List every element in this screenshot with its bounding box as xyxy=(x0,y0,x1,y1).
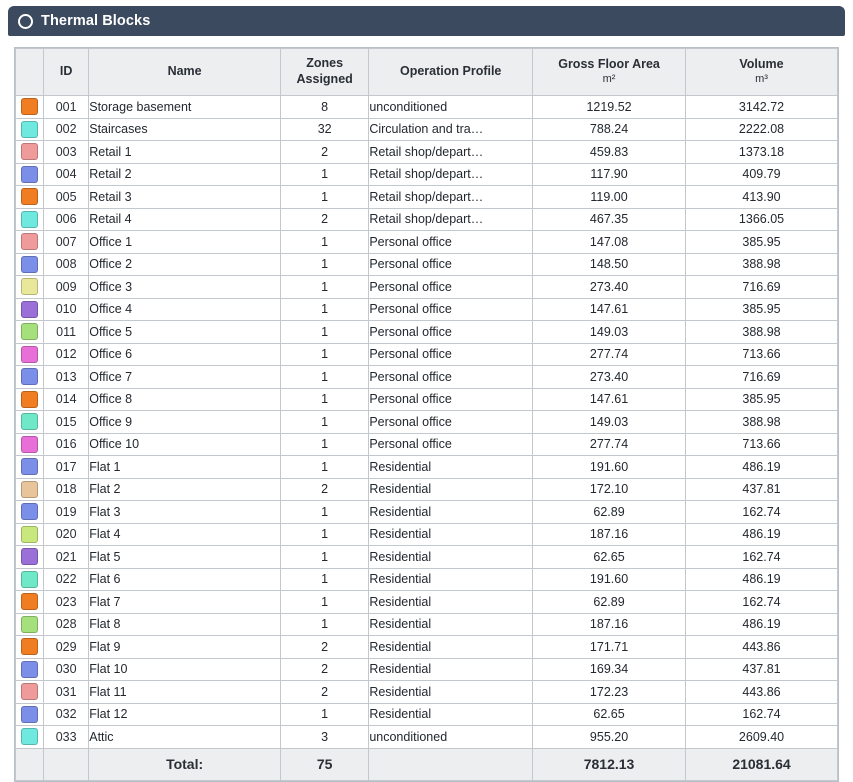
table-row[interactable] xyxy=(16,456,838,479)
row-color-cell[interactable] xyxy=(16,163,44,186)
row-zones: 1 xyxy=(280,298,368,321)
row-gross-floor-area: 149.03 xyxy=(533,411,686,434)
color-swatch-icon[interactable] xyxy=(21,188,38,205)
row-gross-floor-area: 273.40 xyxy=(533,276,686,299)
color-swatch-icon[interactable] xyxy=(21,301,38,318)
row-name: Staircases xyxy=(89,118,281,141)
row-zones: 1 xyxy=(280,703,368,726)
row-id: 010 xyxy=(44,298,89,321)
row-name: Office 2 xyxy=(89,253,281,276)
row-color-cell[interactable] xyxy=(16,298,44,321)
total-row xyxy=(16,748,838,780)
row-gross-floor-area: 459.83 xyxy=(533,141,686,164)
row-volume: 443.86 xyxy=(686,681,838,704)
row-color-cell[interactable] xyxy=(16,568,44,591)
row-gross-floor-area: 191.60 xyxy=(533,456,686,479)
row-gross-floor-area: 273.40 xyxy=(533,366,686,389)
row-id: 009 xyxy=(44,276,89,299)
color-swatch-icon[interactable] xyxy=(21,571,38,588)
row-id: 028 xyxy=(44,613,89,636)
color-swatch-icon[interactable] xyxy=(21,211,38,228)
row-name: Office 5 xyxy=(89,321,281,344)
row-name: Flat 5 xyxy=(89,546,281,569)
row-volume: 385.95 xyxy=(686,298,838,321)
row-id: 023 xyxy=(44,591,89,614)
row-gross-floor-area: 149.03 xyxy=(533,321,686,344)
row-gross-floor-area: 147.61 xyxy=(533,388,686,411)
table-row[interactable] xyxy=(16,96,838,119)
row-zones: 1 xyxy=(280,501,368,524)
row-color-cell[interactable] xyxy=(16,546,44,569)
row-profile: Residential xyxy=(369,658,533,681)
row-id: 016 xyxy=(44,433,89,456)
row-color-cell[interactable] xyxy=(16,613,44,636)
row-zones: 3 xyxy=(280,726,368,749)
row-profile: Residential xyxy=(369,523,533,546)
row-zones: 1 xyxy=(280,366,368,389)
table-row[interactable] xyxy=(16,681,838,704)
table-row[interactable] xyxy=(16,568,838,591)
row-zones: 1 xyxy=(280,613,368,636)
row-color-cell[interactable] xyxy=(16,501,44,524)
color-swatch-icon[interactable] xyxy=(21,706,38,723)
row-name: Flat 12 xyxy=(89,703,281,726)
row-gross-floor-area: 467.35 xyxy=(533,208,686,231)
table-row[interactable] xyxy=(16,276,838,299)
row-id: 020 xyxy=(44,523,89,546)
column-header-volume-label: Volume xyxy=(739,56,784,71)
row-profile: Personal office xyxy=(369,276,533,299)
row-profile: Personal office xyxy=(369,253,533,276)
total-gross-floor-area: 7812.13 xyxy=(533,748,686,780)
column-header-gfa-label: Gross Floor Area xyxy=(558,56,660,71)
row-color-cell[interactable] xyxy=(16,726,44,749)
row-name: Flat 11 xyxy=(89,681,281,704)
table-row[interactable] xyxy=(16,726,838,749)
row-gross-floor-area: 191.60 xyxy=(533,568,686,591)
row-color-cell[interactable] xyxy=(16,141,44,164)
total-id-cell xyxy=(44,748,89,780)
row-volume: 162.74 xyxy=(686,546,838,569)
row-id: 018 xyxy=(44,478,89,501)
row-volume: 716.69 xyxy=(686,366,838,389)
row-volume: 413.90 xyxy=(686,186,838,209)
row-id: 005 xyxy=(44,186,89,209)
row-id: 029 xyxy=(44,636,89,659)
row-name: Retail 1 xyxy=(89,141,281,164)
row-profile: Residential xyxy=(369,501,533,524)
color-swatch-icon[interactable] xyxy=(21,98,38,115)
table-row[interactable] xyxy=(16,298,838,321)
row-gross-floor-area: 277.74 xyxy=(533,433,686,456)
row-id: 006 xyxy=(44,208,89,231)
color-swatch-icon[interactable] xyxy=(21,368,38,385)
color-swatch-icon[interactable] xyxy=(21,121,38,138)
row-id: 014 xyxy=(44,388,89,411)
row-id: 032 xyxy=(44,703,89,726)
row-color-cell[interactable] xyxy=(16,411,44,434)
row-volume: 486.19 xyxy=(686,613,838,636)
row-volume: 388.98 xyxy=(686,321,838,344)
row-color-cell[interactable] xyxy=(16,231,44,254)
row-id: 012 xyxy=(44,343,89,366)
color-swatch-icon[interactable] xyxy=(21,683,38,700)
color-swatch-icon[interactable] xyxy=(21,278,38,295)
color-swatch-icon[interactable] xyxy=(21,526,38,543)
row-name: Office 4 xyxy=(89,298,281,321)
row-gross-floor-area: 62.89 xyxy=(533,501,686,524)
row-gross-floor-area: 119.00 xyxy=(533,186,686,209)
row-name: Flat 1 xyxy=(89,456,281,479)
table-row[interactable] xyxy=(16,118,838,141)
color-swatch-icon[interactable] xyxy=(21,503,38,520)
row-name: Office 3 xyxy=(89,276,281,299)
row-zones: 32 xyxy=(280,118,368,141)
total-color-cell xyxy=(16,748,44,780)
row-id: 001 xyxy=(44,96,89,119)
row-zones: 2 xyxy=(280,658,368,681)
table-row[interactable] xyxy=(16,231,838,254)
total-zones: 75 xyxy=(280,748,368,780)
row-volume: 437.81 xyxy=(686,658,838,681)
row-id: 017 xyxy=(44,456,89,479)
row-name: Retail 3 xyxy=(89,186,281,209)
row-profile: Residential xyxy=(369,636,533,659)
table-row[interactable] xyxy=(16,546,838,569)
row-name: Office 8 xyxy=(89,388,281,411)
row-color-cell[interactable] xyxy=(16,343,44,366)
row-zones: 2 xyxy=(280,141,368,164)
column-header-gross-floor-area[interactable] xyxy=(533,49,686,96)
row-color-cell[interactable] xyxy=(16,96,44,119)
row-volume: 1366.05 xyxy=(686,208,838,231)
table-row[interactable] xyxy=(16,253,838,276)
row-volume: 385.95 xyxy=(686,388,838,411)
row-color-cell[interactable] xyxy=(16,253,44,276)
row-gross-floor-area: 187.16 xyxy=(533,523,686,546)
table-row[interactable] xyxy=(16,591,838,614)
row-id: 015 xyxy=(44,411,89,434)
color-swatch-icon[interactable] xyxy=(21,436,38,453)
row-color-cell[interactable] xyxy=(16,636,44,659)
row-gross-floor-area: 955.20 xyxy=(533,726,686,749)
row-color-cell[interactable] xyxy=(16,681,44,704)
row-gross-floor-area: 62.65 xyxy=(533,703,686,726)
row-name: Storage basement xyxy=(89,96,281,119)
table-row[interactable] xyxy=(16,478,838,501)
row-zones: 2 xyxy=(280,681,368,704)
row-profile: Residential xyxy=(369,591,533,614)
row-volume: 162.74 xyxy=(686,703,838,726)
color-swatch-icon[interactable] xyxy=(21,256,38,273)
table-row[interactable] xyxy=(16,388,838,411)
row-name: Flat 10 xyxy=(89,658,281,681)
table-row[interactable] xyxy=(16,141,838,164)
row-id: 004 xyxy=(44,163,89,186)
row-volume: 3142.72 xyxy=(686,96,838,119)
row-zones: 1 xyxy=(280,343,368,366)
row-gross-floor-area: 187.16 xyxy=(533,613,686,636)
page-title: Thermal Blocks xyxy=(41,13,151,29)
row-zones: 1 xyxy=(280,591,368,614)
row-profile: unconditioned xyxy=(369,96,533,119)
row-id: 033 xyxy=(44,726,89,749)
row-color-cell[interactable] xyxy=(16,591,44,614)
row-color-cell[interactable] xyxy=(16,366,44,389)
row-profile: Personal office xyxy=(369,366,533,389)
column-header-zones-assigned[interactable] xyxy=(280,49,368,96)
row-profile: Residential xyxy=(369,703,533,726)
color-swatch-icon[interactable] xyxy=(21,616,38,633)
table-row[interactable] xyxy=(16,208,838,231)
row-profile: Personal office xyxy=(369,298,533,321)
row-name: Office 9 xyxy=(89,411,281,434)
row-zones: 1 xyxy=(280,253,368,276)
row-profile: Personal office xyxy=(369,321,533,344)
row-volume: 486.19 xyxy=(686,523,838,546)
row-profile: Retail shop/depart… xyxy=(369,186,533,209)
row-zones: 1 xyxy=(280,433,368,456)
column-header-id[interactable]: ID xyxy=(44,49,89,96)
row-gross-floor-area: 148.50 xyxy=(533,253,686,276)
color-swatch-icon[interactable] xyxy=(21,481,38,498)
row-volume: 716.69 xyxy=(686,276,838,299)
row-name: Flat 2 xyxy=(89,478,281,501)
column-header-operation-profile[interactable]: Operation Profile xyxy=(369,49,533,96)
row-profile: Residential xyxy=(369,478,533,501)
row-gross-floor-area: 169.34 xyxy=(533,658,686,681)
row-volume: 713.66 xyxy=(686,343,838,366)
row-gross-floor-area: 62.65 xyxy=(533,546,686,569)
column-header-zones-line2: Assigned xyxy=(296,72,353,86)
color-swatch-icon[interactable] xyxy=(21,413,38,430)
row-volume: 486.19 xyxy=(686,568,838,591)
row-zones: 1 xyxy=(280,568,368,591)
table-row[interactable] xyxy=(16,186,838,209)
row-id: 021 xyxy=(44,546,89,569)
row-name: Flat 3 xyxy=(89,501,281,524)
thermal-blocks-table-container xyxy=(14,47,839,782)
thermal-blocks-table xyxy=(15,48,838,781)
row-id: 013 xyxy=(44,366,89,389)
row-gross-floor-area: 147.61 xyxy=(533,298,686,321)
row-zones: 1 xyxy=(280,321,368,344)
table-footer xyxy=(16,748,838,780)
table-body xyxy=(16,96,838,749)
row-zones: 1 xyxy=(280,163,368,186)
row-color-cell[interactable] xyxy=(16,658,44,681)
row-volume: 437.81 xyxy=(686,478,838,501)
row-zones: 1 xyxy=(280,388,368,411)
row-volume: 443.86 xyxy=(686,636,838,659)
color-swatch-icon[interactable] xyxy=(21,458,38,475)
row-volume: 409.79 xyxy=(686,163,838,186)
row-name: Flat 6 xyxy=(89,568,281,591)
color-swatch-icon[interactable] xyxy=(21,638,38,655)
total-profile-cell xyxy=(369,748,533,780)
row-volume: 162.74 xyxy=(686,501,838,524)
row-name: Retail 4 xyxy=(89,208,281,231)
row-name: Flat 7 xyxy=(89,591,281,614)
row-profile: Residential xyxy=(369,681,533,704)
row-id: 031 xyxy=(44,681,89,704)
row-color-cell[interactable] xyxy=(16,208,44,231)
row-id: 030 xyxy=(44,658,89,681)
table-row[interactable] xyxy=(16,321,838,344)
row-profile: Retail shop/depart… xyxy=(369,141,533,164)
column-header-zones-line1: Zones xyxy=(306,56,344,71)
table-row[interactable] xyxy=(16,343,838,366)
row-name: Flat 4 xyxy=(89,523,281,546)
table-row[interactable] xyxy=(16,658,838,681)
row-profile: Retail shop/depart… xyxy=(369,208,533,231)
row-profile: Personal office xyxy=(369,411,533,434)
row-color-cell[interactable] xyxy=(16,523,44,546)
row-volume: 486.19 xyxy=(686,456,838,479)
row-gross-floor-area: 147.08 xyxy=(533,231,686,254)
row-id: 022 xyxy=(44,568,89,591)
row-profile: Residential xyxy=(369,546,533,569)
color-swatch-icon[interactable] xyxy=(21,166,38,183)
row-zones: 2 xyxy=(280,636,368,659)
row-volume: 1373.18 xyxy=(686,141,838,164)
total-label: Total: xyxy=(89,748,281,780)
column-header-volume-unit: m³ xyxy=(755,73,768,86)
row-zones: 1 xyxy=(280,546,368,569)
row-gross-floor-area: 172.23 xyxy=(533,681,686,704)
row-profile: unconditioned xyxy=(369,726,533,749)
table-row[interactable] xyxy=(16,636,838,659)
row-zones: 2 xyxy=(280,478,368,501)
row-name: Retail 2 xyxy=(89,163,281,186)
row-volume: 388.98 xyxy=(686,253,838,276)
row-gross-floor-area: 62.89 xyxy=(533,591,686,614)
row-name: Office 1 xyxy=(89,231,281,254)
row-profile: Personal office xyxy=(369,433,533,456)
table-row[interactable] xyxy=(16,703,838,726)
row-gross-floor-area: 171.71 xyxy=(533,636,686,659)
column-header-gfa-unit: m² xyxy=(602,73,616,86)
row-profile: Circulation and tra… xyxy=(369,118,533,141)
color-swatch-icon[interactable] xyxy=(21,728,38,745)
row-zones: 2 xyxy=(280,208,368,231)
row-color-cell[interactable] xyxy=(16,118,44,141)
table-row[interactable] xyxy=(16,501,838,524)
row-zones: 8 xyxy=(280,96,368,119)
row-id: 011 xyxy=(44,321,89,344)
color-swatch-icon[interactable] xyxy=(21,143,38,160)
row-color-cell[interactable] xyxy=(16,321,44,344)
row-name: Office 6 xyxy=(89,343,281,366)
color-swatch-icon[interactable] xyxy=(21,548,38,565)
row-profile: Personal office xyxy=(369,388,533,411)
row-zones: 1 xyxy=(280,186,368,209)
row-volume: 713.66 xyxy=(686,433,838,456)
row-volume: 2609.40 xyxy=(686,726,838,749)
window-header xyxy=(8,6,845,36)
table-row[interactable] xyxy=(16,366,838,389)
row-name: Office 10 xyxy=(89,433,281,456)
table-row[interactable] xyxy=(16,523,838,546)
table-row[interactable] xyxy=(16,163,838,186)
collapse-toggle-icon[interactable] xyxy=(18,14,33,29)
table-row[interactable] xyxy=(16,613,838,636)
row-profile: Retail shop/depart… xyxy=(369,163,533,186)
row-color-cell[interactable] xyxy=(16,478,44,501)
row-name: Attic xyxy=(89,726,281,749)
row-id: 007 xyxy=(44,231,89,254)
color-swatch-icon[interactable] xyxy=(21,346,38,363)
row-zones: 1 xyxy=(280,411,368,434)
row-name: Flat 8 xyxy=(89,613,281,636)
color-swatch-icon[interactable] xyxy=(21,323,38,340)
row-volume: 162.74 xyxy=(686,591,838,614)
row-gross-floor-area: 1219.52 xyxy=(533,96,686,119)
row-zones: 1 xyxy=(280,231,368,254)
row-color-cell[interactable] xyxy=(16,276,44,299)
table-row[interactable] xyxy=(16,433,838,456)
row-profile: Residential xyxy=(369,613,533,636)
row-zones: 1 xyxy=(280,456,368,479)
row-zones: 1 xyxy=(280,276,368,299)
row-profile: Personal office xyxy=(369,343,533,366)
column-header-color[interactable] xyxy=(16,49,44,96)
color-swatch-icon[interactable] xyxy=(21,233,38,250)
row-profile: Residential xyxy=(369,568,533,591)
row-color-cell[interactable] xyxy=(16,433,44,456)
row-gross-floor-area: 788.24 xyxy=(533,118,686,141)
row-id: 003 xyxy=(44,141,89,164)
color-swatch-icon[interactable] xyxy=(21,391,38,408)
row-volume: 385.95 xyxy=(686,231,838,254)
row-zones: 1 xyxy=(280,523,368,546)
row-color-cell[interactable] xyxy=(16,388,44,411)
column-header-volume[interactable] xyxy=(686,49,838,96)
row-gross-floor-area: 117.90 xyxy=(533,163,686,186)
total-volume: 21081.64 xyxy=(686,748,838,780)
color-swatch-icon[interactable] xyxy=(21,661,38,678)
row-gross-floor-area: 277.74 xyxy=(533,343,686,366)
row-id: 019 xyxy=(44,501,89,524)
color-swatch-icon[interactable] xyxy=(21,593,38,610)
row-name: Flat 9 xyxy=(89,636,281,659)
row-volume: 388.98 xyxy=(686,411,838,434)
row-volume: 2222.08 xyxy=(686,118,838,141)
row-name: Office 7 xyxy=(89,366,281,389)
row-color-cell[interactable] xyxy=(16,703,44,726)
column-header-name[interactable]: Name xyxy=(89,49,281,96)
table-row[interactable] xyxy=(16,411,838,434)
row-profile: Personal office xyxy=(369,231,533,254)
row-gross-floor-area: 172.10 xyxy=(533,478,686,501)
row-id: 008 xyxy=(44,253,89,276)
row-id: 002 xyxy=(44,118,89,141)
row-color-cell[interactable] xyxy=(16,456,44,479)
row-color-cell[interactable] xyxy=(16,186,44,209)
table-header-row xyxy=(16,49,838,96)
row-profile: Residential xyxy=(369,456,533,479)
